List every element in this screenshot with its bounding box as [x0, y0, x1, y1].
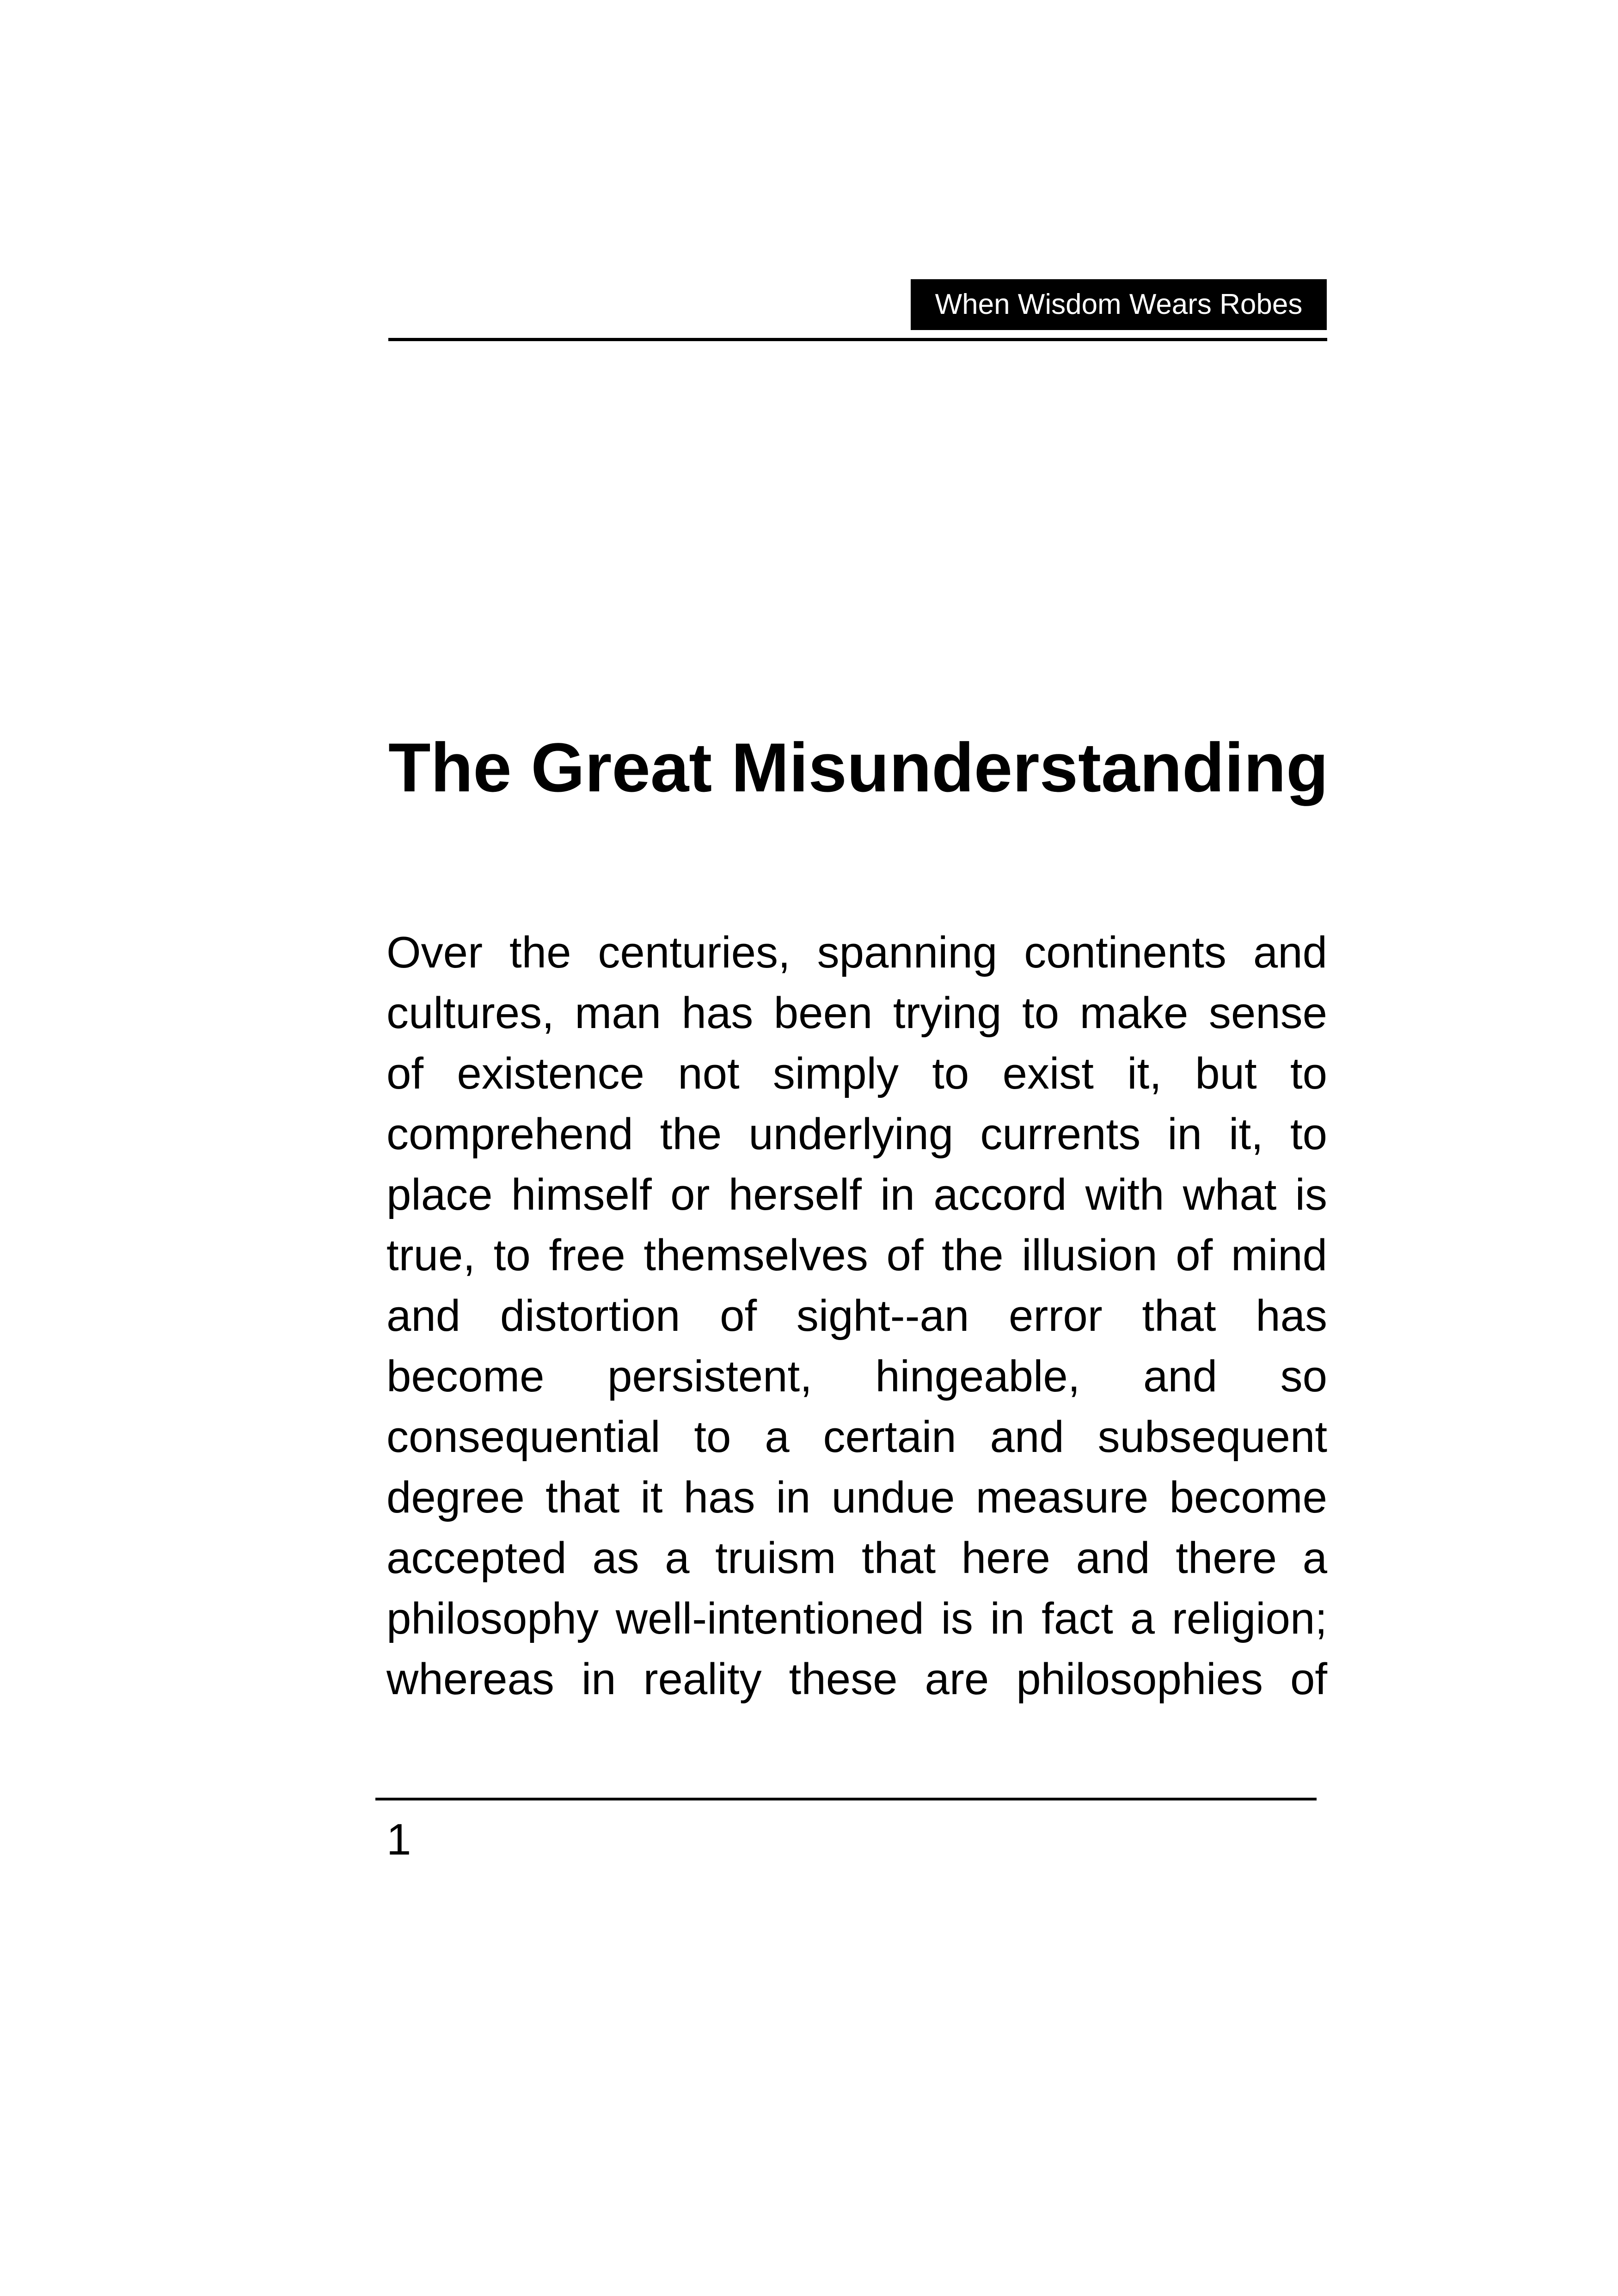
body-line: Over the centuries, spanning continents and: [386, 928, 1327, 977]
page-number: 1: [386, 1815, 411, 1864]
body-line: philosophy well-intentioned is in fact a religion;: [386, 1594, 1327, 1643]
body-line: comprehend the underlying currents in it, to: [386, 1109, 1327, 1159]
body-line: of existence not simply to exist it, but to: [386, 1049, 1327, 1098]
header-rule: [388, 338, 1327, 341]
body-line: true, to free themselves of the illusion of mind: [386, 1231, 1327, 1280]
body-line: cultures, man has been trying to make sense: [386, 988, 1327, 1038]
body-line: consequential to a certain and subsequent: [386, 1412, 1327, 1462]
body-line: degree that it has in undue measure become: [386, 1473, 1327, 1522]
body-paragraph: [386, 922, 1327, 1709]
running-header: When Wisdom Wears Robes: [911, 279, 1327, 330]
chapter-title: The Great Misunderstanding: [388, 729, 1329, 806]
body-line: place himself or herself in accord with what is: [386, 1170, 1327, 1219]
body-line: whereas in reality these are philosophies of: [386, 1654, 1327, 1704]
body-line: and distortion of sight--an error that has: [386, 1291, 1327, 1341]
body-line: become persistent, hingeable, and so: [386, 1352, 1327, 1401]
footer-rule: [375, 1798, 1317, 1800]
body-line: accepted as a truism that here and there a: [386, 1533, 1327, 1583]
